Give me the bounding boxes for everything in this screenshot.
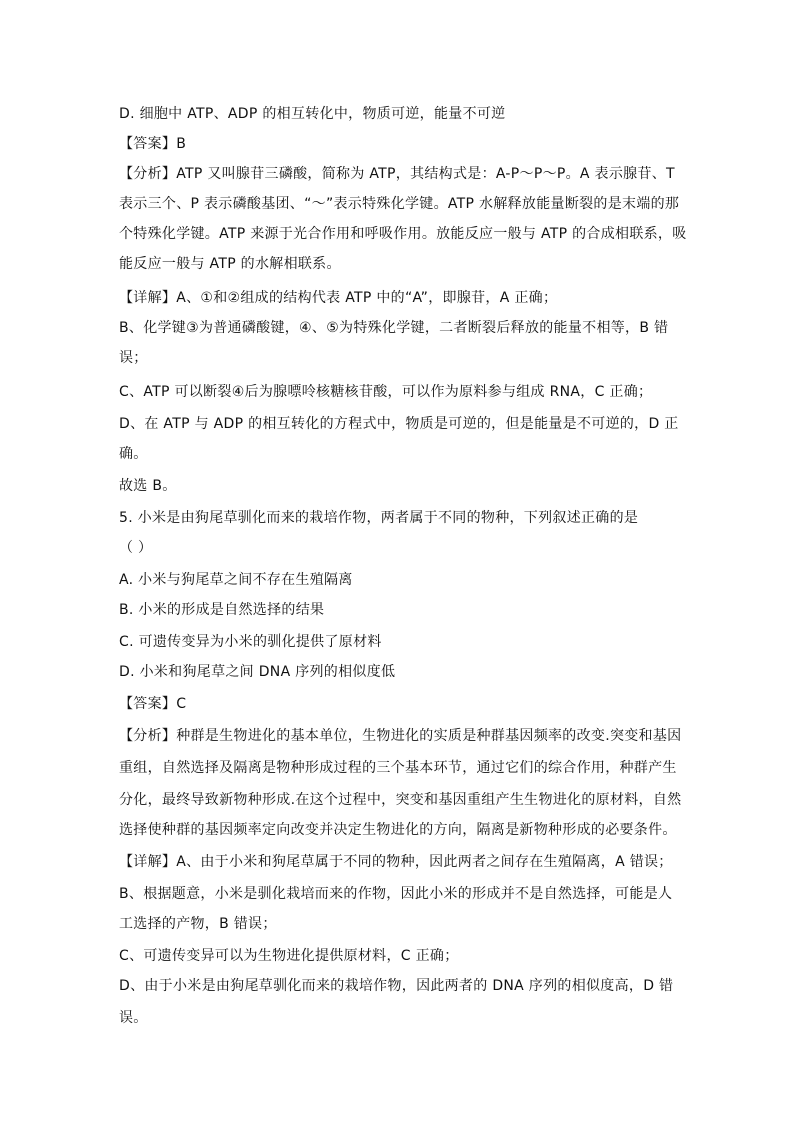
text-line: C、可遗传变异可以为生物进化提供原材料，C 正确；: [119, 948, 459, 964]
text-line: D. 细胞中 ATP、ADP 的相互转化中，物质可逆，能量不可逆: [119, 106, 506, 122]
text-line: 表示三个、P 表示磷酸基团、“～”表示特殊化学键。ATP 水解释放能量断裂的是末端的那: [119, 196, 680, 212]
text-line: D、在 ATP 与 ADP 的相互转化的方程式中，物质是可逆的，但是能量是不可逆的，D 正: [119, 416, 679, 432]
text-line: 误；: [119, 350, 148, 366]
text-line: 【详解】A、①和②组成的结构代表 ATP 中的“A”，即腺苷，A 正确；: [119, 290, 558, 306]
text-line: 故选 B。: [119, 478, 177, 494]
text-line: 【详解】A、由于小米和狗尾草属于不同的物种，因此两者之间存在生殖隔离，A 错误；: [119, 854, 673, 870]
text-line: 确。: [119, 446, 148, 462]
text-line: 能反应一般与 ATP 的水解相联系。: [119, 256, 341, 272]
text-line: 分化，最终导致新物种形成.在这个过程中，突变和基因重组产生生物进化的原材料，自然: [119, 792, 682, 808]
text-line: 重组，自然选择及隔离是物种形成过程的三个基本环节，通过它们的综合作用，种群产生: [119, 760, 677, 776]
text-line: B、根据题意，小米是驯化栽培而来的作物，因此小米的形成并不是自然选择，可能是人: [119, 886, 673, 902]
text-line: 5. 小米是由狗尾草驯化而来的栽培作物，两者属于不同的物种，下列叙述正确的是: [119, 510, 639, 526]
text-line: 个特殊化学键。ATP 来源于光合作用和呼吸作用。放能反应一般与 ATP 的合成相联系，吸: [119, 226, 687, 242]
text-line: C. 可遗传变异为小米的驯化提供了原材料: [119, 634, 382, 650]
text-line: （ ）: [119, 540, 153, 556]
text-line: 工选择的产物，B 错误；: [119, 916, 277, 932]
text-line: 【答案】C: [119, 696, 187, 712]
text-line: 【分析】种群是生物进化的基本单位，生物进化的实质是种群基因频率的改变.突变和基因: [119, 728, 682, 744]
text-line: D、由于小米是由狗尾草驯化而来的栽培作物，因此两者的 DNA 序列的相似度高，D 错: [119, 978, 674, 994]
text-line: 误。: [119, 1010, 148, 1026]
text-line: A. 小米与狗尾草之间不存在生殖隔离: [119, 572, 353, 588]
text-line: B、化学键③为普通磷酸键，④、⑤为特殊化学键，二者断裂后释放的能量不相等，B 错: [119, 320, 669, 336]
text-line: 选择使种群的基因频率定向改变并决定生物进化的方向，隔离是新物种形成的必要条件。: [119, 822, 677, 838]
text-line: D. 小米和狗尾草之间 DNA 序列的相似度低: [119, 664, 396, 680]
text-line: B. 小米的形成是自然选择的结果: [119, 602, 325, 618]
text-line: C、ATP 可以断裂④后为腺嘌呤核糖核苷酸，可以作为原料参与组成 RNA，C 正确；: [119, 384, 653, 400]
text-line: 【分析】ATP 又叫腺苷三磷酸，简称为 ATP，其结构式是：A-P～P～P。A 表示腺苷、T: [119, 166, 675, 182]
text-line: 【答案】B: [119, 136, 187, 152]
